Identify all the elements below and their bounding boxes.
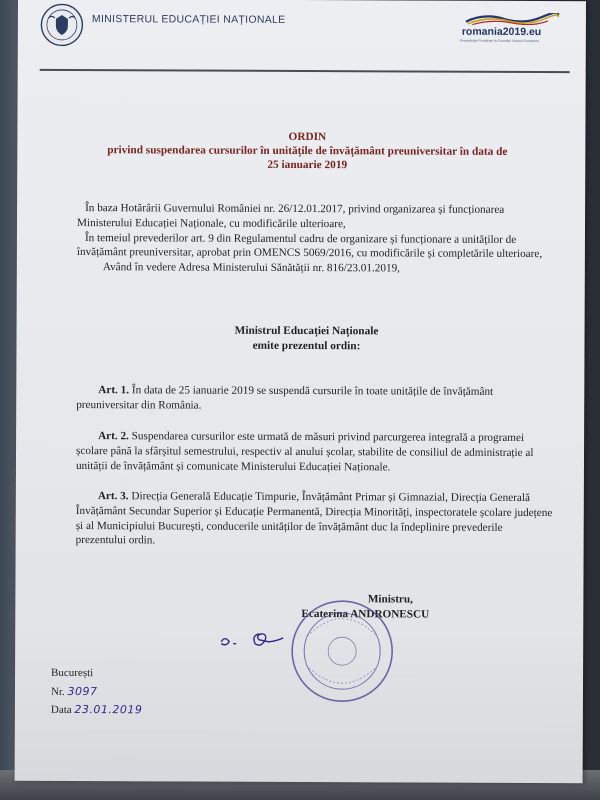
preamble [77, 201, 555, 277]
article-text: școlare până la sfârșitul semestrului, respectiv al anului școlar, stabilite de consiliul de administrație al [76, 444, 534, 459]
header-divider [40, 69, 570, 73]
title-date: 25 ianuarie 2019 [267, 158, 348, 172]
date-label: Data [50, 703, 72, 717]
preamble-line: În temeiul prevederilor art. 9 din Regulamentul cadru de organizare și funcționare a unităților de [84, 231, 517, 246]
logo-subtext: Preşedinţia României la Consiliul Uniunii Europene [459, 38, 539, 44]
article-label: Art. 2. [98, 430, 129, 443]
flag-wave-icon [464, 13, 560, 25]
title-subject: privind suspendarea cursurilor în unitățile de învățământ preuniversitar în data de [107, 144, 508, 158]
handwritten-signature-icon [215, 620, 315, 660]
document-page [15, 0, 586, 783]
article-1 [76, 383, 554, 415]
number-value: 3097 [67, 684, 98, 699]
issuer-block [56, 323, 556, 355]
article-label: Art. 3. [97, 490, 129, 503]
footer-date [51, 703, 143, 716]
article-2 [76, 429, 554, 475]
title-ordin: ORDIN [288, 130, 327, 144]
article-text: Direcția Generală Educație Timpurie, Învățământ Primar și Gimnazial, Direcția Generală [131, 490, 530, 504]
signature-title: Ministru, [367, 593, 413, 606]
romania2019-logo [438, 13, 566, 50]
number-label: Nr. [50, 685, 65, 698]
footer-number [51, 685, 98, 698]
date-value: 23.01.2019 [74, 703, 143, 717]
article-text: și al Municipiului București, conducerile unităților de învățământ duc la îndeplinire prevederile [75, 519, 503, 534]
article-label: Art. 1. [98, 384, 130, 397]
document-title [57, 129, 557, 173]
article-text: Învățământ Secundar Superior și Educație Permanentă, Direcția Minorități, inspectoratele școlare județene [75, 504, 553, 519]
preamble-line: Ministerului Educației Naționale, cu modificările ulterioare, [76, 216, 346, 230]
preamble-line: învățământ preuniversitar, aprobat prin OMENCS 5069/2016, cu modificările și completările ulterioare, [76, 246, 543, 261]
article-text: Suspendarea cursurilor este urmată de măsuri privind parcurgerea integrală a programei [131, 430, 525, 444]
signature-name: Ecaterina ANDRONESCU [301, 608, 430, 621]
logo-text: romania2019.eu [461, 25, 542, 39]
issuer-name: Ministrul Educației Naționale [234, 324, 379, 338]
footer-city: București [51, 666, 94, 680]
ministry-name: MINISTERUL EDUCAȚIEI NAȚIONALE [91, 13, 286, 26]
preamble-line: În baza Hotărârii Guvernului României nr. 26/12.01.2017, privind organizarea și funcționarea [85, 202, 505, 216]
article-text: prezentului ordin. [75, 534, 156, 547]
article-3 [76, 489, 554, 550]
government-seal-icon [40, 3, 84, 47]
article-text: În data de 25 ianuarie 2019 se suspendă cursurile în toate unitățile de învățământ [131, 384, 494, 398]
article-text: preuniversitar din România. [76, 398, 202, 412]
issuer-statement: emite prezentul ordin: [252, 339, 361, 353]
letterhead [18, 0, 586, 71]
article-text: unității de învățământ și comunicate Ministerului Educației Naționale. [75, 459, 391, 473]
preamble-line: Având în vedere Adresa Ministerului Sănătății nr. 816/23.01.2019, [102, 261, 400, 275]
